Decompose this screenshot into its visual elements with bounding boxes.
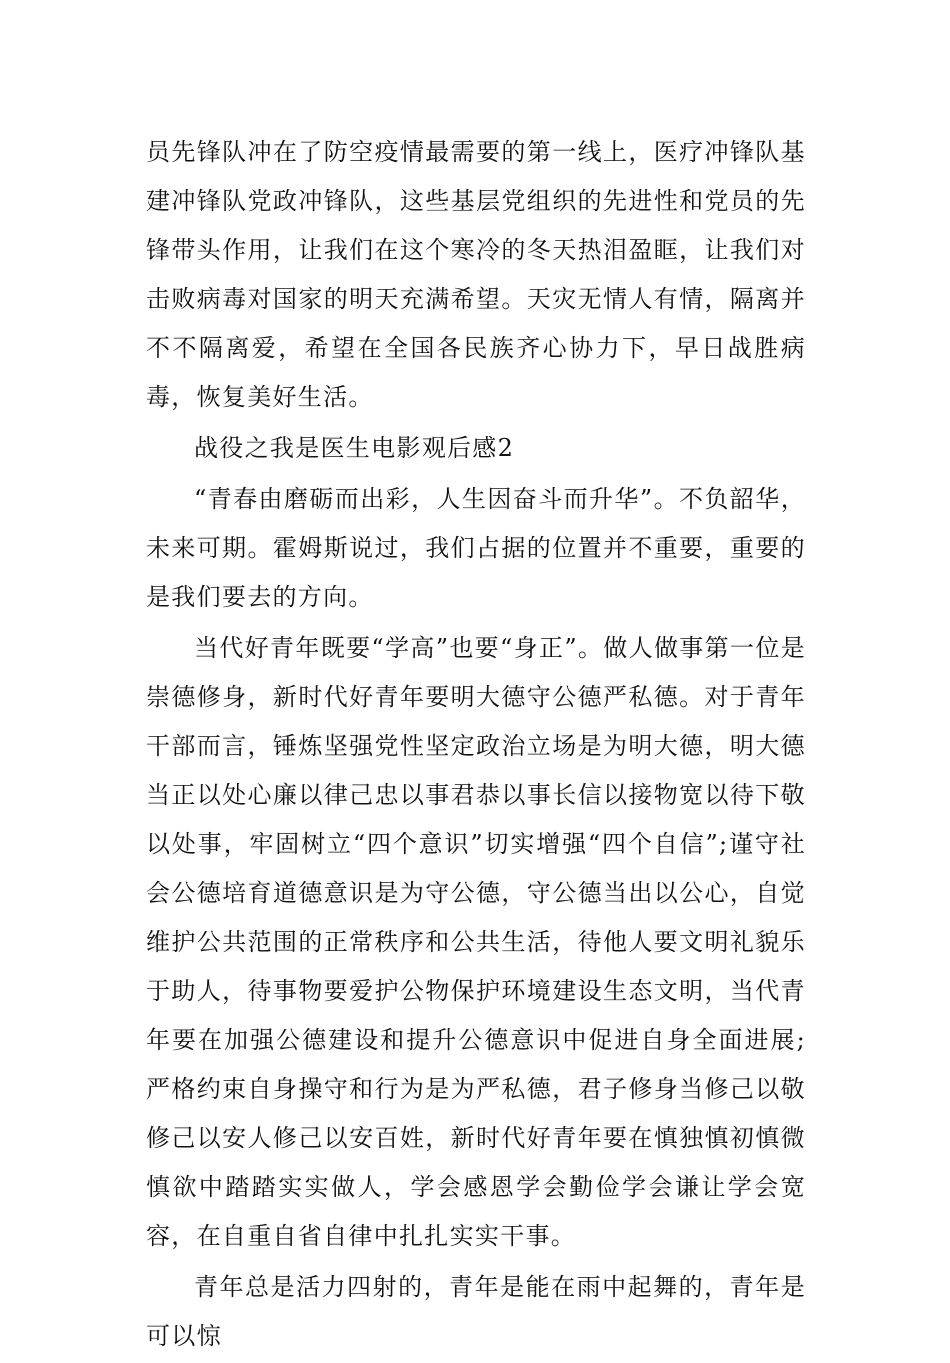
document-body	[146, 128, 806, 1363]
paragraph-quote: “青春由磨砺而出彩，人生因奋斗而升华”。不负韶华，未来可期。霍姆斯说过，我们占据的位置并不重要，重要的是我们要去的方向。	[146, 485, 806, 611]
section-heading: 战役之我是医生电影观后感2	[194, 434, 515, 462]
paragraph-body-next: 青年总是活力四射的，青年是能在雨中起舞的，青年是可以惊	[146, 1273, 806, 1350]
paragraph-continuation: 员先锋队冲在了防空疫情最需要的第一线上，医疗冲锋队基建冲锋队党政冲锋队，这些基层党组织的先进性和党员的先锋带头作用，让我们在这个寒冷的冬天热泪盈眶，让我们对击败病毒对国家的明天充满希望。天灾无情人有情，隔离并不不隔离爱，希望在全国各民族齐心协力下，早日战胜病毒，恢复美好生活。	[146, 138, 806, 411]
paragraph-body: 当代好青年既要“学高”也要“身正”。做人做事第一位是崇德修身，新时代好青年要明大德守公德严私德。对于青年干部而言，锤炼坚强党性坚定政治立场是为明大德，明大德当正以处心廉以律己忠以事君恭以事长信以接物宽以待下敬以处事，牢固树立“四个意识”切实增强“四个自信”;谨守社会公德培育道德意识是为守公德，守公德当出以公心，自觉维护公共范围的正常秩序和公共生活，待他人要文明礼貌乐于助人，待事物要爱护公物保护环境建设生态文明，当代青年要在加强公德建设和提升公德意识中促进自身全面进展;严格约束自身操守和行为是为严私德，君子修身当修己以敬修己以安人修己以安百姓，新时代好青年要在慎独慎初慎微慎欲中踏踏实实做人，学会感恩学会勤俭学会谦让学会宽容，在自重自省自律中扎扎实实干事。	[146, 634, 806, 1250]
